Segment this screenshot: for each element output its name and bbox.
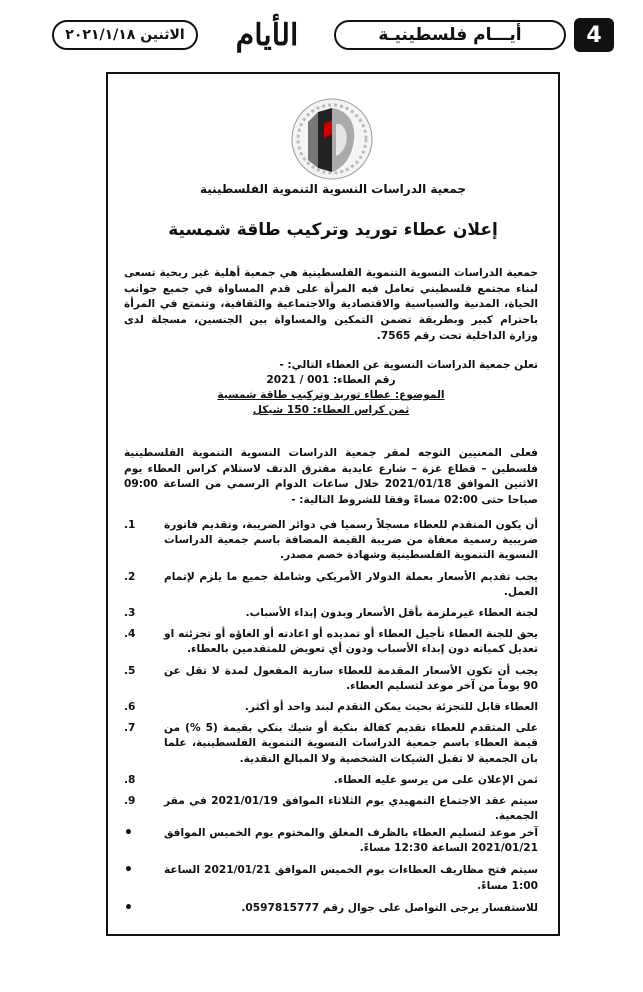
list-item: لجنة العطاء غيرملزمة بأقل الأسعار وبدون إبداء الأسباب. .3 xyxy=(124,607,538,620)
list-item: سيتم فتح مظاريف العطاءات يوم الخميس الموافق 2021/01/21 الساعة 1:00 مساءً. • xyxy=(124,863,538,893)
issue-date: الاثنين ٢٠٢١/١/١٨ xyxy=(52,20,198,50)
newspaper-header xyxy=(18,14,630,58)
list-item: ثمن الإعلان على من يرسو عليه العطاء. .8 xyxy=(124,773,538,786)
list-item: على المتقدم للعطاء تقديم كفالة بنكية أو شيك بنكي بقيمة (5 %) من قيمة العطاء باسم جمعية الدراسات النسوية التنموية الفلسطينية، علما بان الجمعية لا تقبل الشيكات الشخصية ولا المبالغ النقدية. .7 xyxy=(124,722,538,765)
list-item: آخر موعد لتسليم العطاء بالظرف المغلق والمختوم يوم الخميس الموافق 2021/01/21 الساعة 12:30 مساءً. • xyxy=(124,826,538,856)
list-item: سيتم عقد الاجتماع التمهيدي يوم الثلاثاء الموافق 2021/01/19 في مقر الجمعية. .9 xyxy=(124,795,538,823)
list-item: يحق للجنة العطاء تأجيل العطاء أو تمديده أو اعادته أو الغاؤه أو تجزئته او تعديل كمياته دون إبداء الأسباب ودون أي تعويض للمتقدمين بالعطاء. .4 xyxy=(124,628,538,656)
tender-advertisement xyxy=(106,72,560,936)
newspaper-logo: الأيام xyxy=(235,17,299,53)
announce-line: تعلن جمعية الدراسات النسوية عن العطاء التالي: - xyxy=(279,359,538,371)
conditions-list xyxy=(124,518,538,830)
organization-name: جمعية الدراسات النسوية التنموية الفلسطينية xyxy=(199,182,467,196)
list-item: يجب أن تكون الأسعار المقدمة للعطاء سارية المفعول لمدة لا تقل عن 90 يوماً من آخر موعد لتسليم العطاء. .5 xyxy=(124,664,538,692)
organization-logo-icon xyxy=(288,94,376,184)
tender-number: رقم العطاء: 001 / 2021 xyxy=(266,374,396,386)
intro-paragraph: جمعية الدراسات النسوية التنموية الفلسطينية هي جمعية أهلية غير ربحية تسعى لبناء مجتمع فلسطيني تعامل فيه المرأة على قدم المساواة في جميع جوانب الحياة، المدنية والسياسية والاقتصادية والاجتماعية والثقافية، وتتمتع في المرأة باحترام كبير وبطريقة تضمن التمكين والمساواة بين الجنسين، مسجلة لدى وزارة الداخلية تحت رقم 7565. xyxy=(124,267,538,342)
tender-subject: الموضوع: عطاء توريد وتركيب طاقة شمسية xyxy=(217,389,445,401)
list-item: العطاء قابل للتجزئة بحيث يمكن التقدم لبند واحد أو أكثر. .6 xyxy=(124,701,538,714)
list-item: أن يكون المتقدم للعطاء مسجلاً رسميا في دوائر الضريبة، وتقديم فاتورة ضريبية رسمية معفاة من ضريبة القيمة المضافة باسم جمعية الدراسات النسوية التنموية الفلسطينية وشهادة خصم مصدر. .1 xyxy=(124,519,538,562)
announcement-block xyxy=(124,358,538,418)
list-item: للاستفسار يرجى التواصل على جوال رقم 0597815777. • xyxy=(124,899,538,916)
collection-paragraph: فعلى المعنيين التوجه لمقر جمعية الدراسات النسوية التنموية الفلسطينية فلسطين – قطاع غزة – شارع عايدية مفترق الدنف لاستلام كراس العطاء يوم الاثنين الموافق 2021/01/18 خلال ساعات الدوام الرسمي من الساعة 09:00 صباحا حتى 02:00 مساءً وفقا للشروط التالية: - xyxy=(124,447,538,507)
deadline-bullets xyxy=(124,826,538,923)
section-title: أيـــام فلسطينيـة xyxy=(334,20,566,50)
bullet-icon: • xyxy=(124,825,133,841)
tender-title: إعلان عطاء توريد وتركيب طاقة شمسية xyxy=(168,220,498,240)
bullet-icon: • xyxy=(124,899,133,916)
bullet-icon: • xyxy=(124,862,133,879)
booklet-price: ثمن كراس العطاء: 150 شيكل xyxy=(252,404,410,416)
list-item: يجب تقديم الأسعار بعملة الدولار الأمريكي وشاملة جميع ما يلزم لإتمام العمل. .2 xyxy=(124,570,538,598)
page-number: 4 xyxy=(574,18,614,52)
